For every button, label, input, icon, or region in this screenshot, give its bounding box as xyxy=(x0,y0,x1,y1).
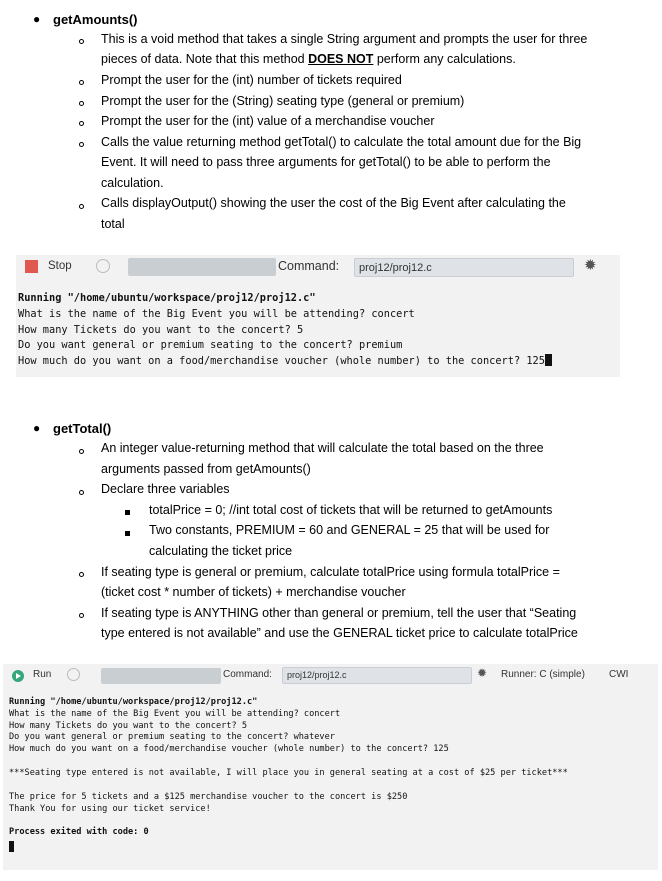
desc-line: Prompt the user for the (int) value of a merchandise voucher xyxy=(101,114,435,128)
desc-line: Declare three variables xyxy=(101,482,230,496)
sub-bullet xyxy=(79,39,84,44)
run-button[interactable]: Run xyxy=(33,669,52,680)
terminal-line: Do you want general or premium seating to the concert? premium xyxy=(18,339,403,351)
refresh-icon[interactable] xyxy=(67,668,80,681)
stop-button[interactable]: Stop xyxy=(48,260,72,272)
desc-line: totalPrice = 0; //int total cost of tickets that will be returned to getAmounts xyxy=(149,503,553,517)
name-field[interactable] xyxy=(101,668,221,684)
desc-line: calculation. xyxy=(101,176,164,190)
terminal-line: Running "/home/ubuntu/workspace/proj12/proj12.c" xyxy=(18,292,316,304)
desc-line: Prompt the user for the (int) number of tickets required xyxy=(101,73,402,87)
bullet: ● xyxy=(33,421,41,435)
desc-line: An integer value-returning method that will calculate the total based on the three xyxy=(101,441,544,455)
name-field[interactable] xyxy=(128,258,276,276)
terminal-cursor xyxy=(545,354,552,366)
terminal-cursor xyxy=(9,841,14,852)
terminal-line: Process exited with code: 0 xyxy=(9,827,149,837)
command-input[interactable]: proj12/proj12.c xyxy=(354,258,574,277)
desc-line: arguments passed from getAmounts() xyxy=(101,462,311,476)
run-icon[interactable] xyxy=(12,670,24,682)
desc-line: type entered is not available” and use the GENERAL ticket price to calculate totalPrice xyxy=(101,626,578,640)
gear-icon[interactable]: ✹ xyxy=(477,666,488,680)
runner-selector[interactable]: Runner: C (simple) xyxy=(501,669,585,680)
sub-bullet xyxy=(79,490,84,495)
terminal-line: How much do you want on a food/merchandise voucher (whole number) to the concert? 125 xyxy=(18,354,552,367)
terminal-line: How many Tickets do you want to the concert? 5 xyxy=(9,721,247,731)
terminal-line: Do you want general or premium seating to the concert? whatever xyxy=(9,732,335,742)
desc-line: Calls displayOutput() showing the user the cost of the Big Event after calculating the xyxy=(101,196,566,210)
sub-bullet xyxy=(79,121,84,126)
stop-icon[interactable] xyxy=(25,260,38,273)
gear-icon[interactable]: ✹ xyxy=(584,257,597,274)
ide-toolbar xyxy=(16,255,620,279)
ide-panel-run xyxy=(3,664,658,870)
section-title-gettotal: getTotal() xyxy=(53,421,112,436)
desc-line: Two constants, PREMIUM = 60 and GENERAL = 25 that will be used for xyxy=(149,523,550,537)
terminal-line: Thank You for using our ticket service! xyxy=(9,804,211,814)
terminal-line: How much do you want on a food/merchandise voucher (whole number) to the concert? 125 xyxy=(9,744,449,754)
desc-line: This is a void method that takes a single String argument and prompts the user for three xyxy=(101,32,588,46)
section-title-getamounts: getAmounts() xyxy=(53,12,138,27)
command-input[interactable]: proj12/proj12.c xyxy=(282,667,472,684)
desc-line: If seating type is ANYTHING other than general or premium, tell the user that “Seating xyxy=(101,606,577,620)
terminal-line: What is the name of the Big Event you will be attending? concert xyxy=(9,709,341,719)
sub-bullet xyxy=(79,142,84,147)
sub-bullet xyxy=(79,101,84,106)
desc-line: pieces of data. Note that this method DOES NOT perform any calculations. xyxy=(101,52,516,66)
terminal-line: ***Seating type entered is not available, I will place you in general seating at a cost of $25 per ticket*** xyxy=(9,768,568,778)
desc-line: Event. It will need to pass three arguments for getTotal() to be able to perform the xyxy=(101,155,551,169)
square-bullet xyxy=(125,531,130,536)
desc-line: total xyxy=(101,217,125,231)
sub-bullet xyxy=(79,613,84,618)
sub-bullet xyxy=(79,204,84,209)
square-bullet xyxy=(125,510,130,515)
desc-line: If seating type is general or premium, calculate totalPrice using formula totalPrice = xyxy=(101,565,560,579)
sub-bullet xyxy=(79,80,84,85)
terminal-line: How many Tickets do you want to the concert? 5 xyxy=(18,324,304,336)
sub-bullet xyxy=(79,572,84,577)
refresh-icon[interactable] xyxy=(96,259,110,273)
terminal-line: The price for 5 tickets and a $125 merchandise voucher to the concert is $250 xyxy=(9,792,408,802)
desc-line: Calls the value returning method getTotal() to calculate the total amount due for the Big xyxy=(101,135,582,149)
does-not-emphasis: DOES NOT xyxy=(308,52,374,66)
command-label: Command: xyxy=(278,259,340,273)
bullet: ● xyxy=(33,12,41,26)
command-label: Command: xyxy=(223,669,272,680)
sub-bullet xyxy=(79,449,84,454)
desc-line: (ticket cost * number of tickets) + merchandise voucher xyxy=(101,585,406,599)
terminal-line: Running "/home/ubuntu/workspace/proj12/proj12.c" xyxy=(9,697,258,707)
desc-line: Prompt the user for the (String) seating type (general or premium) xyxy=(101,94,465,108)
terminal-line: What is the name of the Big Event you will be attending? concert xyxy=(18,308,415,320)
cwd-button[interactable]: CWI xyxy=(609,669,629,680)
ide-panel-stop xyxy=(16,255,620,377)
desc-line: calculating the ticket price xyxy=(149,544,293,558)
